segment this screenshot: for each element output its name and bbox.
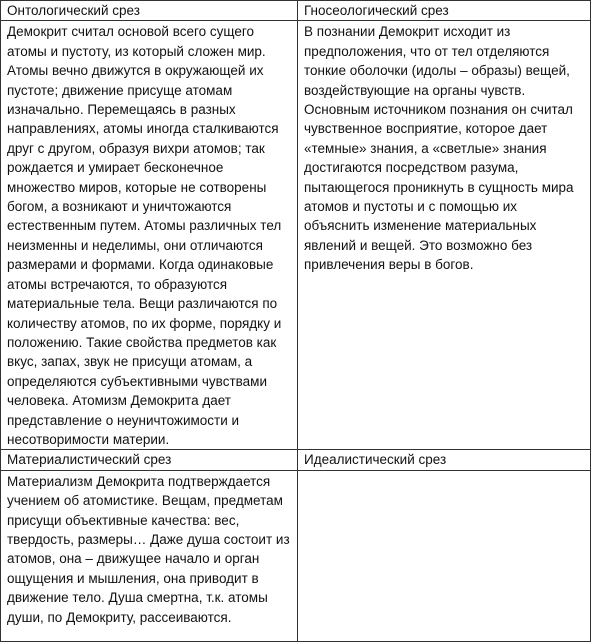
gnoseological-text: В познании Демокрит исходит из предположения, что от тел отделяются тонкие оболочки (идолы – образы) вещей, воздействующие на органы чувств. Основным источником познания он считал чувственное восприятие, которое дает «темные» знания, а «светлые» знания достигаются посредством разума, пытающегося проникнуть в сущность мира атомов и пустоты и с помощью их объяснить изменение материальных явлений и вещей. Это возможно без привлечения веры в богов. bbox=[304, 24, 574, 273]
idealist-text bbox=[304, 471, 586, 472]
gnoseological-header: Гносеологический срез bbox=[298, 1, 591, 21]
materialist-cell bbox=[1, 470, 298, 641]
materialist-header: Материалистический срез bbox=[1, 450, 298, 470]
table-row bbox=[1, 450, 591, 470]
ontological-header: Онтологический срез bbox=[1, 1, 298, 21]
table-row bbox=[1, 21, 591, 450]
table-row bbox=[1, 470, 591, 641]
table-row bbox=[1, 1, 591, 21]
idealist-header: Идеалистический срез bbox=[298, 450, 591, 470]
idealist-cell bbox=[298, 470, 591, 641]
ontological-text: Демокрит считал основой всего сущего атомы и пустоту, из который сложен мир. Атомы вечно движутся в окружающей их пустоте; движение присуще атомам изначально. Перемещаясь в разных направлениях, атомы иногда сталкиваются друг с другом, образуя вихри атомов; так рождается и умирает бесконечное множество миров, которые не сотворены богом, а возникают и уничтожаются естественным путем. Атомы различных тел неизменны и неделимы, они отличаются размерами и формами. Когда одинаковые атомы встречаются, то образуются материальные тела. Вещи различаются по количеству атомов, по их форме, порядку и положению. Такие свойства предметов как вкус, запах, звук не присущи атомам, а определяются субъективными чувствами человека. Атомизм Демокрита дает представление о неуничтожимости и несотворимости материи. bbox=[7, 24, 282, 447]
gnoseological-cell bbox=[298, 21, 591, 450]
ontological-cell bbox=[1, 21, 298, 450]
materialist-text: Материализм Демокрита подтверждается учением об атомистике. Вещам, предметам присущи объективные качества: вес, твердость, размеры… Даже душа состоит из атомов, она – движущее начало и орган ощущения и мышления, она приводит в движение тело. Душа смертна, т.к. атомы души, по Демокриту, рассеиваются. bbox=[7, 473, 290, 625]
